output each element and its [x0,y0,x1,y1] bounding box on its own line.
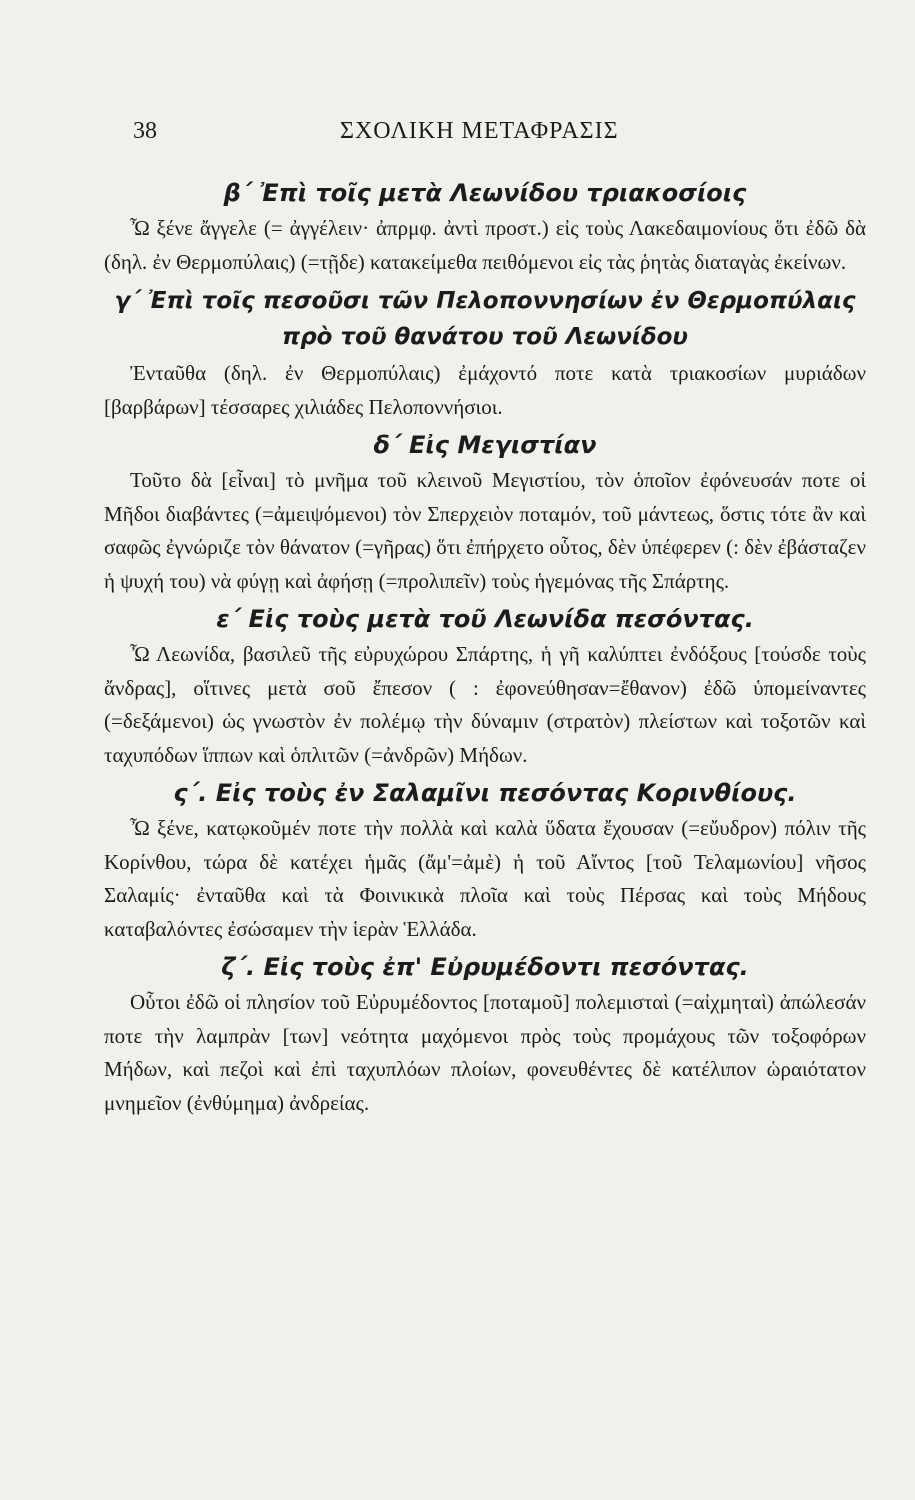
section-paragraph: Τοῦτο δὰ [εἶναι] τὸ μνῆμα τοῦ κλεινοῦ Μεγιστίου, τὸν ὁποῖον ἐφόνευσάν ποτε οἱ Μῆδοι διαβάντες (=ἀμειψόμενοι) τὸν Σπερχειὸν ποταμόν, τοῦ μάντεως, ὅστις τότε ἂν καὶ σαφῶς ἐγνώριζε τὸν θάνατον (=γῆρας) ὅτι ἐπήρχετο οὗτος, δὲν ὑπέφερεν (: δὲν ἐβάσταζεν ἡ ψυχή του) νὰ φύγῃ καὶ ἀφήσῃ (=προλιπεῖν) τοὺς ἡγεμόνας τῆς Σπάρτης. [104,468,866,593]
page-number: 38 [133,118,157,144]
section-gamma [104,283,866,424]
section-epsilon [104,602,866,772]
section-paragraph: Ὦ ξένε ἄγγελε (= ἀγγέλειν· ἀπρμφ. ἀντὶ προστ.) εἰς τοὺς Λακεδαιμονίους ὅτι ἐδῶ δὰ (δηλ. ἐν Θερμοπύλαις) (=τῇδε) κατακείμεθα πειθόμενοι εἰς τὰς ῥητὰς διαταγὰς ἐκείνων. [104,216,866,274]
running-title: ΣΧΟΛΙΚΗ ΜΕΤΑΦΡΑΣΙΣ [340,118,619,144]
section-stigma [104,776,866,946]
section-heading: γ΄ Ἐπὶ τοῖς πεσοῦσι τῶν Πελοποννησίων ἐν Θερμοπύλαις πρὸ τοῦ θανάτου τοῦ Λεωνίδου [114,288,856,350]
section-paragraph: Ὦ Λεωνίδα, βασιλεῦ τῆς εὐρυχώρου Σπάρτης, ἡ γῆ καλύπτει ἐνδόξους [τούσδε τοὺς ἄνδρας], οἵτινες μετὰ σοῦ ἔπεσον ( : ἐφονεύθησαν=ἔθανον) ἐδῶ ὑπομείναντες (=δεξάμενοι) ὡς γνωστὸν ἐν πολέμῳ τὴν δύναμιν (στρατὸν) πλείστων καὶ τοξοτῶν καὶ ταχυπόδων ἵππων καὶ ὁπλιτῶν (=ἀνδρῶν) Μήδων. [104,642,866,767]
section-heading: δ΄ Εἰς Μεγιστίαν [373,431,597,459]
section-heading: β΄ Ἐπὶ τοῖς μετὰ Λεωνίδου τριακοσίοις [223,179,747,207]
section-heading: ζ΄. Εἰς τοὺς ἐπ' Εὐρυμέδοντι πεσόντας. [221,953,749,981]
page-body [104,172,866,1120]
section-beta [104,176,866,279]
section-zeta [104,950,866,1120]
section-paragraph: Ἐνταῦθα (δηλ. ἐν Θερμοπύλαις) ἐμάχοντό ποτε κατὰ τριακοσίων μυριάδων [βαρβάρων] τέσσαρες χιλιάδες Πελοποννήσιοι. [104,361,866,419]
section-paragraph: Οὗτοι ἐδῶ οἱ πλησίον τοῦ Εὐρυμέδοντος [ποταμοῦ] πολεμισταὶ (=αἰχμηταὶ) ἀπώλεσάν ποτε τὴν λαμπρὰν [των] νεότητα μαχόμενοι πρὸς τοὺς προμάχους τῶν τοξοφόρων Μήδων, καὶ πεζοὶ καὶ ἐπὶ ταχυπλόων πλοίων, φονευθέντες δὲ κατέλιπον ὡραιότατον μνημεῖον (ἐνθύμημα) ἀνδρείας. [104,990,866,1115]
section-paragraph: Ὦ ξένε, κατῳκοῦμέν ποτε τὴν πολλὰ καὶ καλὰ ὕδατα ἔχουσαν (=εὔυδρον) πόλιν τῆς Κορίνθου, τώρα δὲ κατέχει ἡμᾶς (ἄμ'=ἀμὲ) ἡ τοῦ Αἴντος [τοῦ Τελαμωνίου] νῆσος Σαλαμίς· ἐνταῦθα καὶ τὰ Φοινικικὰ πλοῖα καὶ τοὺς Πέρσας καὶ τοὺς Μήδους καταβαλόντες ἐσώσαμεν τὴν ἱερὰν Ἑλλάδα. [104,816,866,941]
page-header [0,118,915,158]
section-heading: ε΄ Εἰς τοὺς μετὰ τοῦ Λεωνίδα πεσόντας. [216,605,754,633]
section-delta [104,428,866,598]
section-heading: ς΄. Εἰς τοὺς ἐν Σαλαμῖνι πεσόντας Κορινθίους. [173,779,797,807]
